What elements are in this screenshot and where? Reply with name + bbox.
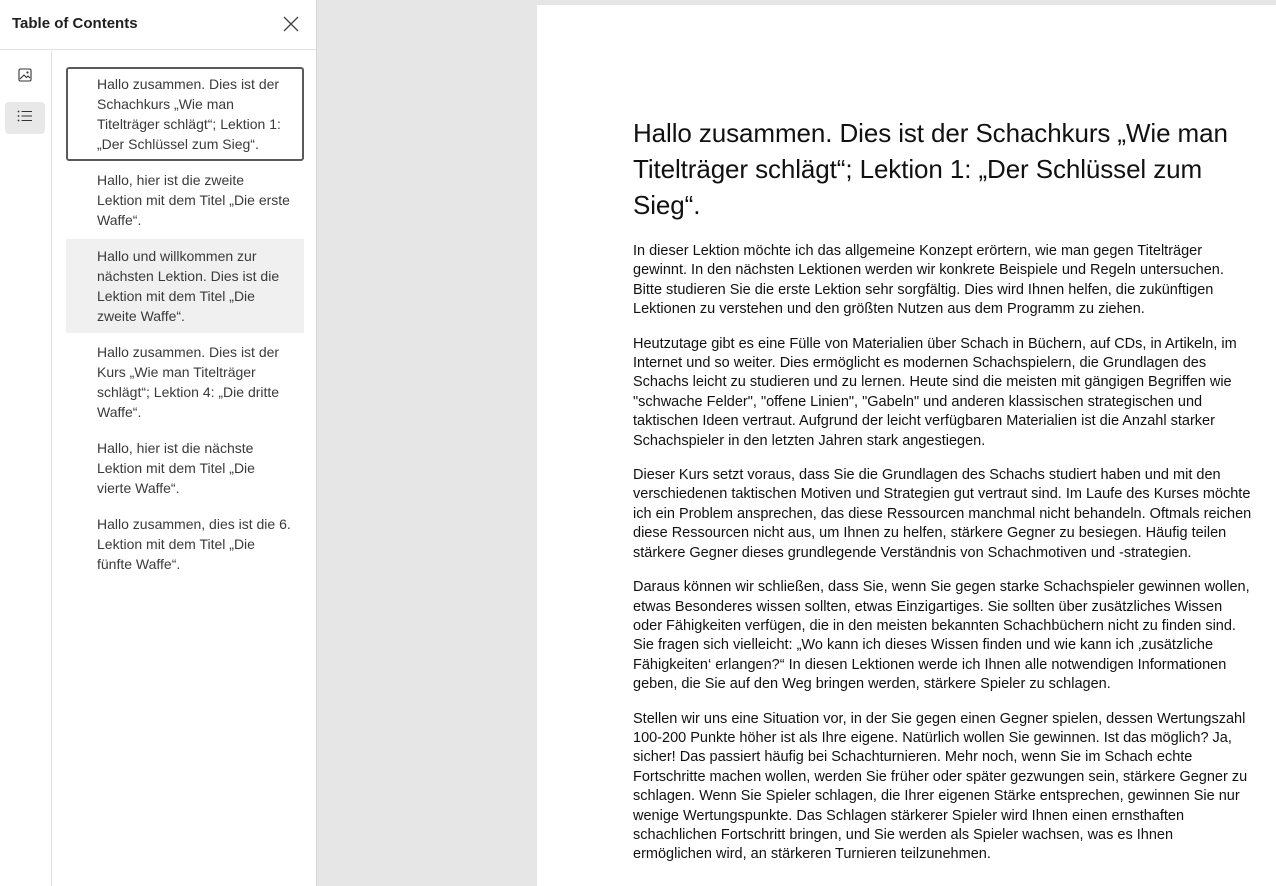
- document-page: [537, 5, 1276, 886]
- toc-item[interactable]: Hallo zusammen. Dies ist der Kurs „Wie man Titelträger schlägt“; Lektion 4: „Die dritte Waffe“.: [97, 344, 280, 420]
- sidebar-rail: [0, 51, 52, 886]
- document-paragraph: Heutzutage gibt es eine Fülle von Materialien über Schach in Büchern, auf CDs, in Artikeln, im Internet und so weiter. Dies ermöglicht es modernen Schachspielern, die Grundlagen des Schachs leicht zu studieren und zu lernen. Heute sind die meisten mit gängigen Begriffen wie "schwache Felder", "offene Linien", "Gabeln" und anderen klassischen strategischen und taktischen Ideen vertraut. Aufgrund der leicht verfügbaren Materialien ist die Anzahl starker Schachspieler in den letzten Jahren stark angestiegen.: [633, 335, 1237, 449]
- document-paragraph: Stellen wir uns eine Situation vor, in der Sie gegen einen Gegner spielen, dessen Wertungszahl 100-200 Punkte höher ist als Ihre eigene. Natürlich wollen Sie gewinnen. Ist das möglich? Ja, sicher! Das passiert häufig bei Schachturnieren. Mehr noch, wenn Sie im Schach echte Fortschritte machen wollen, werden Sie früher oder später gezwungen sein, stärkere Gegner zu schlagen. Wenn Sie Spieler schlagen, die Ihrer eigenen Stärke entsprechen, gewinnen Sie nur wenige Wertungspunkte. Das Schlagen stärkerer Spieler wird Ihnen einen ernsthaften schachlichen Fortschritt bringen, und Sie werden als Spieler wachsen, was es Ihnen ermöglichen wird, an stärkeren Turnieren teilzunehmen.: [633, 710, 1248, 863]
- image-icon: [17, 67, 33, 88]
- document-paragraph: In dieser Lektion möchte ich das allgemeine Konzept erörtern, wie man gegen Titelträger gewinnt. In den nächsten Lektionen werden wir konkrete Beispiele und Regeln untersuchen. Bitte studieren Sie die erste Lektion sehr sorgfältig. Dies wird Ihnen helfen, die zukünftigen Lektionen zu verstehen und den größten Nutzen aus dem Programm zu ziehen.: [633, 243, 1224, 318]
- toc-button[interactable]: [5, 102, 45, 134]
- toc-title: Table of Contents: [12, 15, 138, 32]
- close-icon[interactable]: [280, 13, 302, 35]
- document-paragraph: Dieser Kurs setzt voraus, dass Sie die Grundlagen des Schachs studiert haben und mit den verschiedenen taktischen Motiven und Strategien gut vertraut sind. Im Laufe des Kurses möchte ich ein Problem ansprechen, das diese Ressourcen manchmal nicht behandeln. Oftmals reichen diese Ressourcen nicht aus, um Ihnen zu helfen, stärkere Gegner zu besiegen. Häufig teilen stärkere Gegner dieses grundlegende Verständnis von Schachmotiven und -strategien.: [633, 467, 1252, 561]
- list-icon: [16, 108, 34, 129]
- toc-item[interactable]: Hallo zusammen, dies ist die 6. Lektion mit dem Titel „Die fünfte Waffe“.: [97, 516, 291, 572]
- toc-item[interactable]: Hallo zusammen. Dies ist der Schachkurs „Wie man Titelträger schlägt“; Lektion 1: „Der Schlüssel zum Sieg“.: [66, 67, 304, 161]
- document-paragraph: Daraus können wir schließen, dass Sie, wenn Sie gegen starke Schachspieler gewinnen wollen, etwas Besonderes wissen sollten, etwas Einzigartiges. Sie sollten über zusätzliches Wissen oder Fähigkeiten verfügen, die in den meisten bekannten Schachbüchern nicht zu finden sind. Sie fragen sich vielleicht: „Wo kann ich dieses Wissen finden und wie kann ich ‚zusätzliche Fähigkeiten‘ erlangen?“ In diesen Lektionen werde ich Ihnen alle notwendigen Informationen geben, die Sie auf den Weg bringen werden, stärkere Spieler zu schlagen.: [633, 579, 1250, 693]
- document-content: [633, 115, 1255, 880]
- toc-list: [66, 67, 304, 583]
- document-heading: Hallo zusammen. Dies ist der Schachkurs „Wie man Titelträger schlägt“; Lektion 1: „Der Schlüssel zum Sieg“.: [633, 118, 1228, 220]
- toc-item[interactable]: Hallo und willkommen zur nächsten Lektion. Dies ist die Lektion mit dem Titel „Die zweite Waffe“.: [66, 239, 304, 333]
- toc-item[interactable]: Hallo, hier ist die nächste Lektion mit dem Titel „Die vierte Waffe“.: [97, 440, 255, 496]
- thumbnails-button[interactable]: [5, 61, 45, 93]
- toc-item[interactable]: Hallo, hier ist die zweite Lektion mit dem Titel „Die erste Waffe“.: [97, 172, 290, 228]
- toc-header: [0, 0, 316, 50]
- toc-panel: [0, 0, 317, 886]
